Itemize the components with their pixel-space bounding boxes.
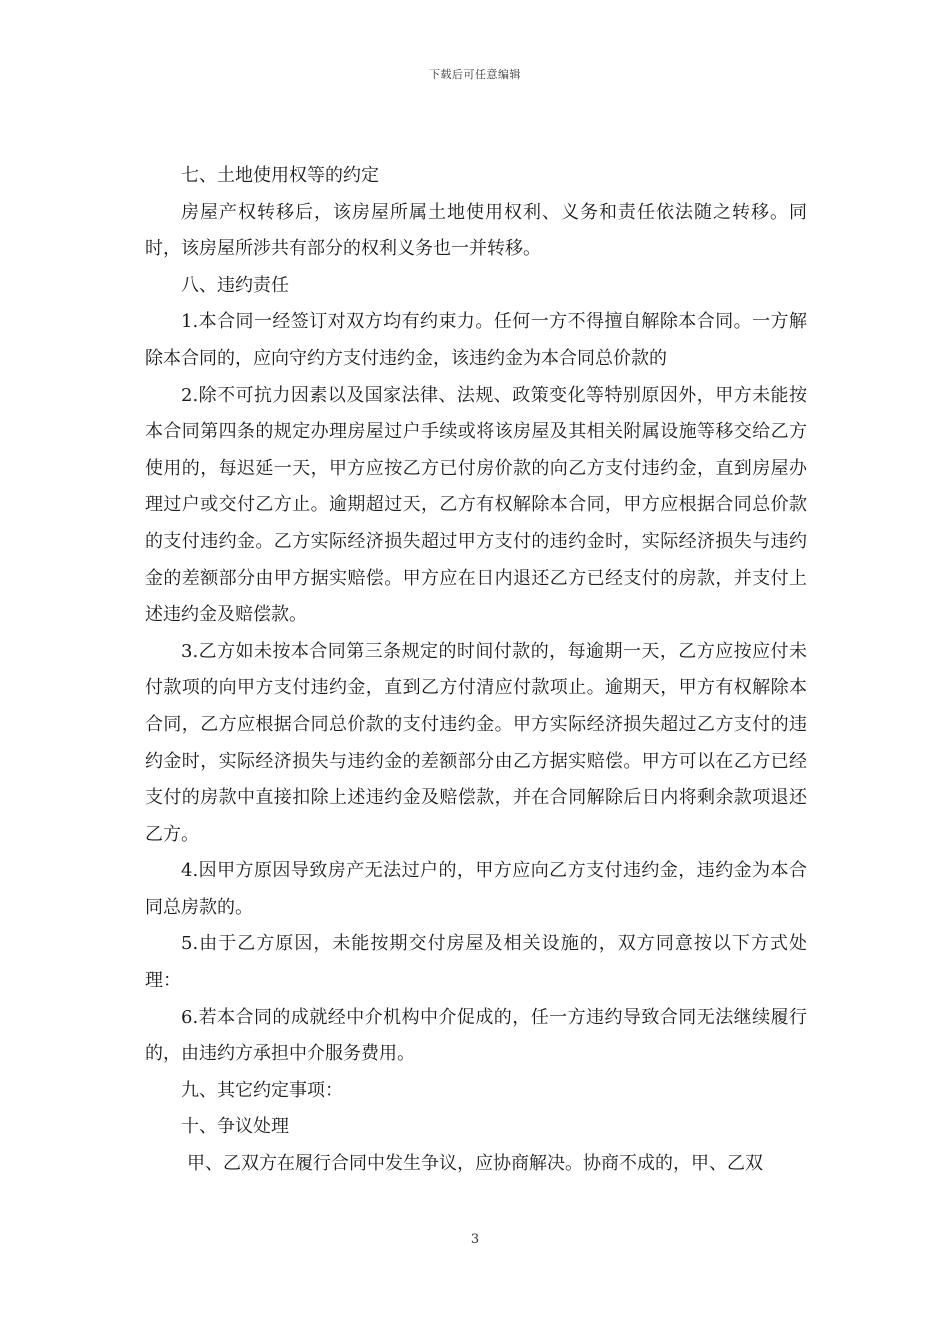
clause-2: 2.除不可抗力因素以及国家法律、法规、政策变化等特别原因外，甲方未能按本合同第四条的规定办理房屋过户手续或将该房屋及其相关附属设施等移交给乙方使用的，每迟延一天，甲方应按乙方已付房价款的向乙方支付违约金，直到房屋办理过户或交付乙方止。逾期超过天，乙方有权解除本合同，甲方应根据合同总价款的支付违约金。乙方实际经济损失超过甲方支付的违约金时，实际经济损失与违约金的差额部分由甲方据实赔偿。甲方应在日内退还乙方已经支付的房款，并支付上述违约金及赔偿款。 xyxy=(145,384,807,626)
page-number: 3 xyxy=(470,1232,480,1247)
document-body xyxy=(145,158,807,1183)
clause-6: 6.若本合同的成就经中介机构中介促成的，任一方违约导致合同无法继续履行的，由违约方承担中介服务费用。 xyxy=(145,1006,807,1065)
section-heading-dispute: 十、争议处理 xyxy=(181,1116,289,1138)
page-header: 下载后可任意编辑 xyxy=(429,68,521,81)
paragraph-dispute: 甲、乙双方在履行合同中发生争议，应协商解决。协商不成的，甲、乙双 xyxy=(187,1153,763,1175)
clause-3: 3.乙方如未按本合同第三条规定的时间付款的，每逾期一天，乙方应按应付未付款项的向甲方支付违约金，直到乙方付清应付款项止。逾期天，甲方有权解除本合同，乙方应根据合同总价款的支付违约金。甲方实际经济损失超过乙方支付的违约金时，实际经济损失与违约金的差额部分由乙方据实赔偿。甲方可以在乙方已经支付的房款中直接扣除上述违约金及赔偿款，并在合同解除后日内将剩余款项退还乙方。 xyxy=(145,640,807,845)
clause-1: 1.本合同一经签订对双方均有约束力。任何一方不得擅自解除本合同。一方解除本合同的，应向守约方支付违约金，该违约金为本合同总价款的 xyxy=(145,311,807,369)
section-heading-land-use: 七、土地使用权等的约定 xyxy=(181,165,379,186)
paragraph-land-use-transfer: 房屋产权转移后，该房屋所属土地使用权利、义务和责任依法随之转移。同时，该房屋所涉共有部分的权利义务也一并转移。 xyxy=(145,201,807,260)
clause-4: 4.因甲方原因导致房产无法过户的，甲方应向乙方支付违约金，违约金为本合同总房款的。 xyxy=(145,860,807,918)
section-heading-other: 九、其它约定事项： xyxy=(181,1079,343,1101)
clause-5: 5.由于乙方原因，未能按期交付房屋及相关设施的，双方同意按以下方式处理： xyxy=(145,933,807,992)
section-heading-breach: 八、违约责任 xyxy=(181,274,289,296)
